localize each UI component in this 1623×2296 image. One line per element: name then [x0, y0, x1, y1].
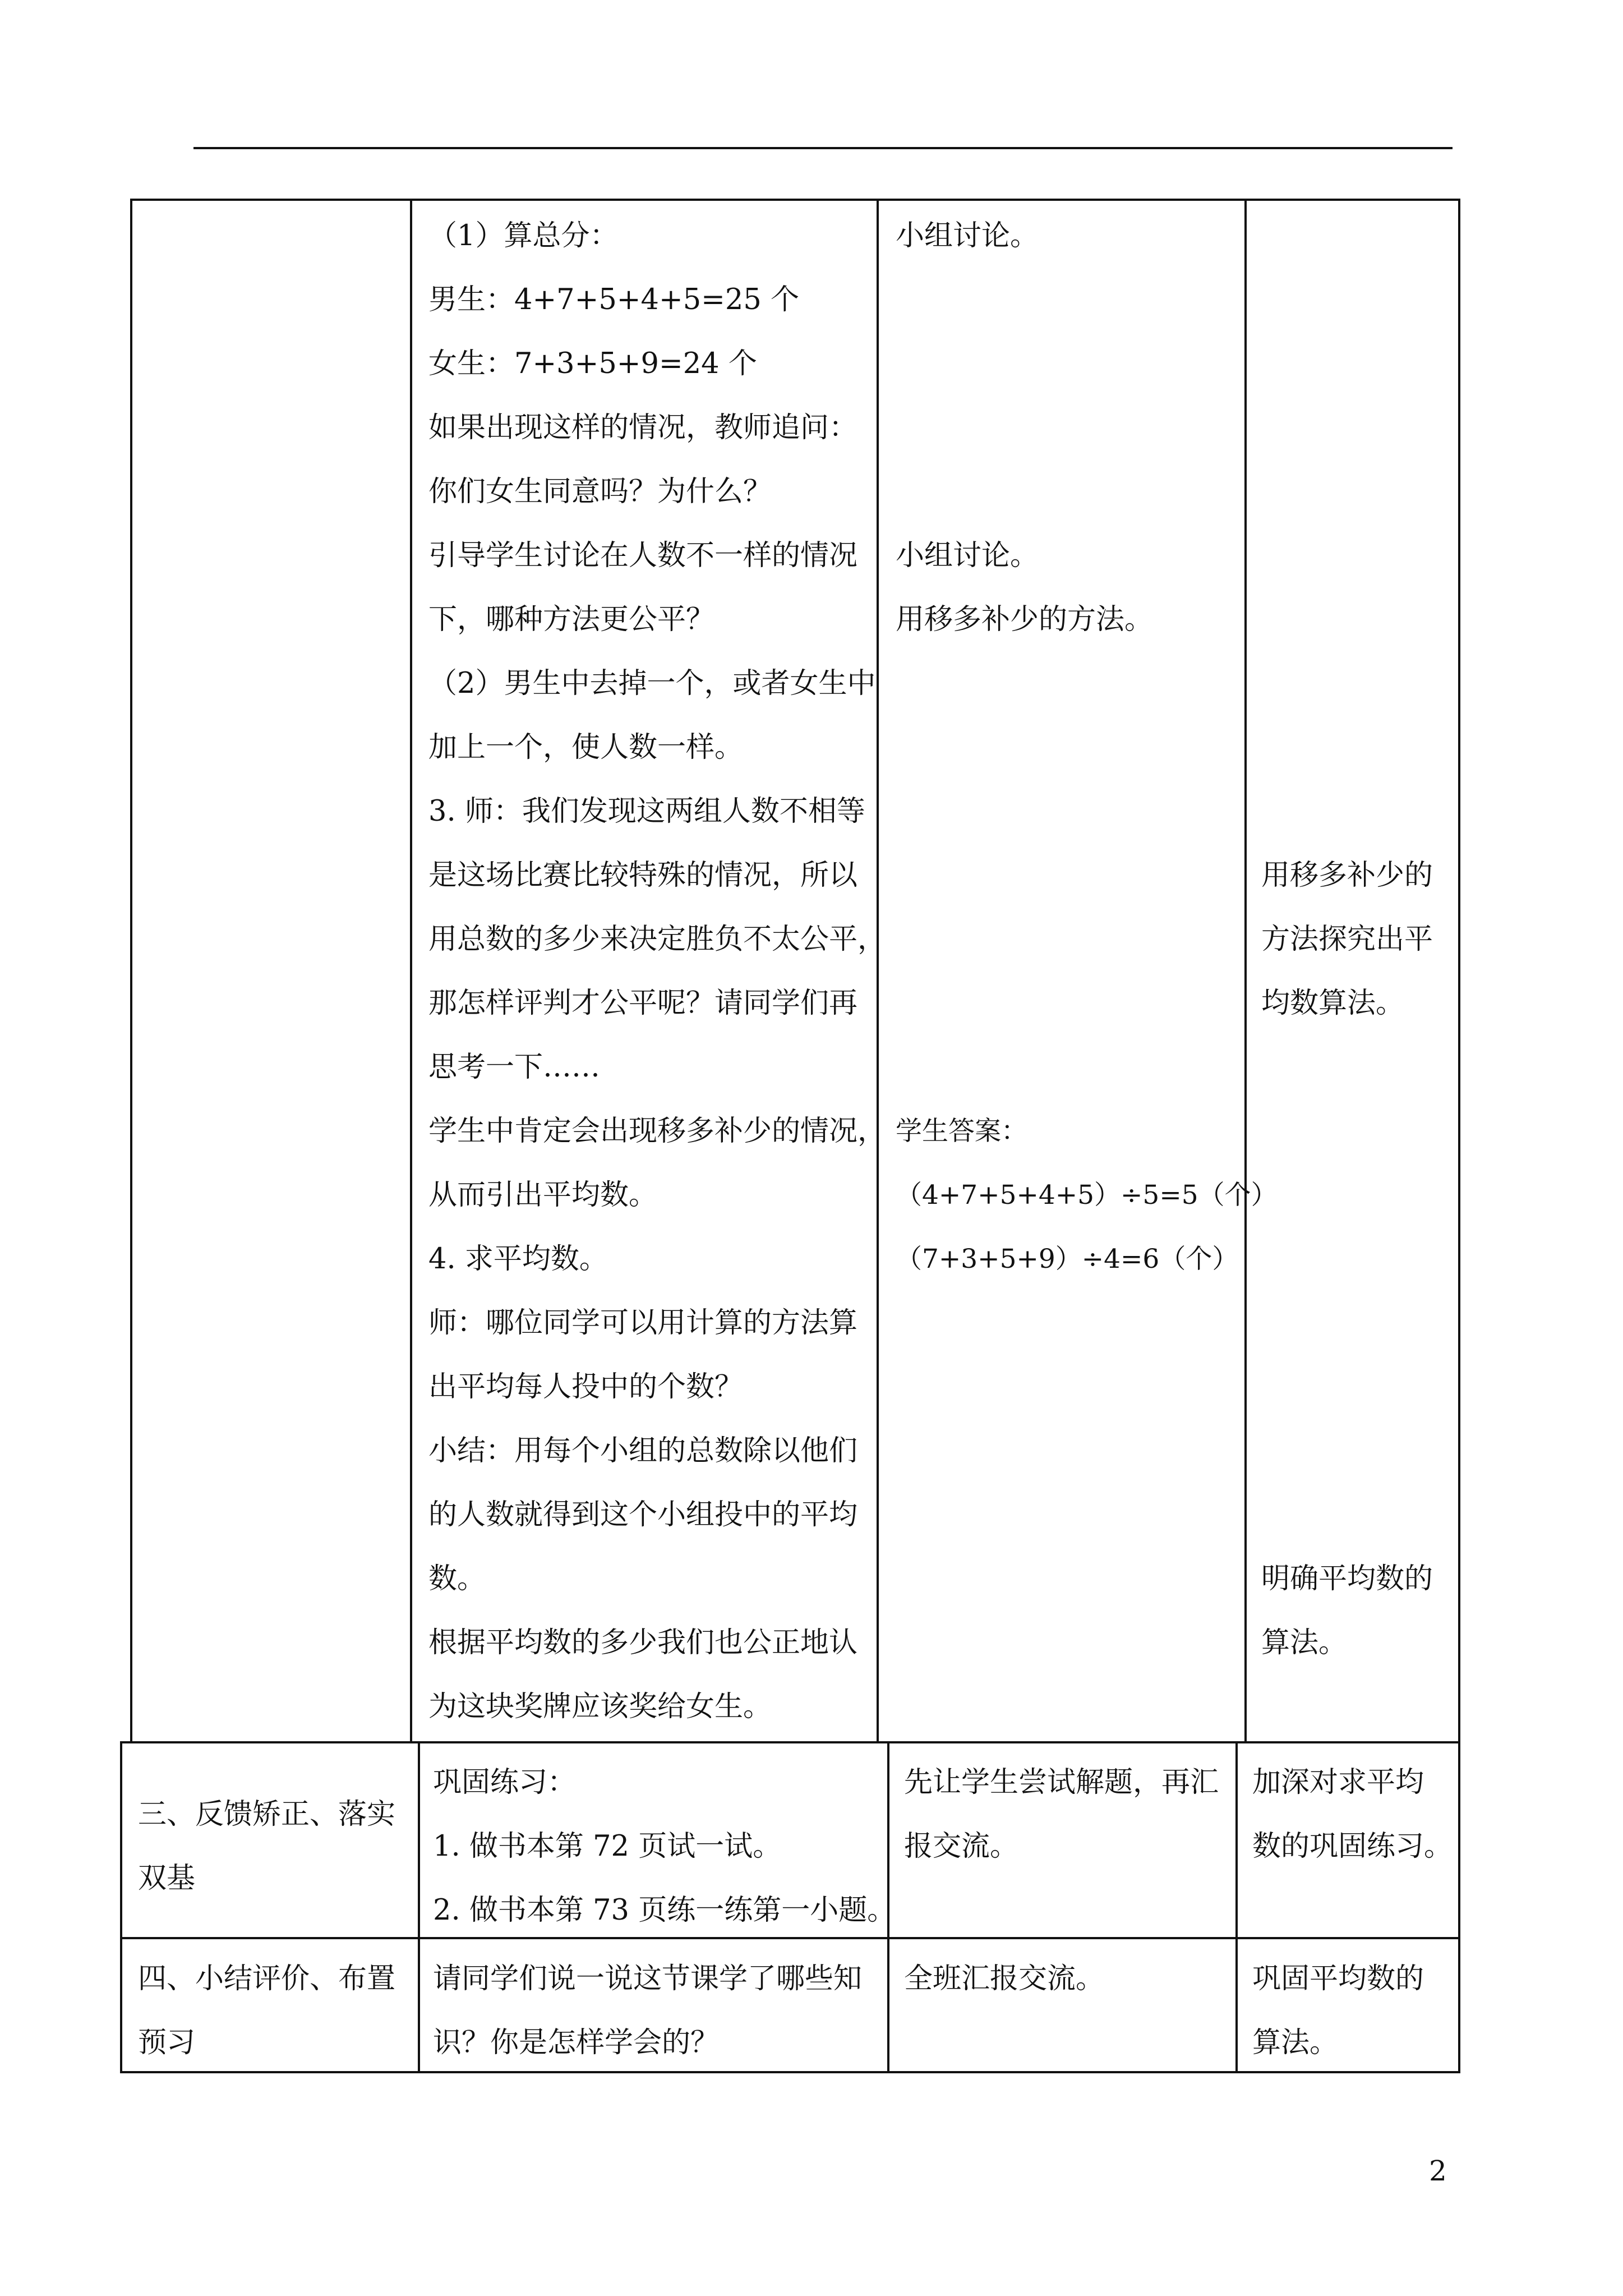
student-activity-cell-a: [896, 204, 1039, 268]
table-left-border-upper: [130, 199, 132, 1741]
student-activity-cell-b: [896, 524, 1153, 652]
teacher-activity-cell: [428, 204, 886, 1739]
page-number: 2: [1429, 2155, 1447, 2187]
text-line: 加上一个，使人数一样。: [428, 731, 744, 764]
text-line: 识？你是怎样学会的？: [433, 2026, 720, 2059]
text-line: 算法。: [1261, 1626, 1348, 1659]
table-col4-divider-lower: [1235, 1741, 1238, 2073]
text-line: 小组讨论。: [896, 539, 1039, 572]
table-col2-divider-lower: [418, 1741, 420, 2073]
text-line: 1. 做书本第 72 页试一试。: [433, 1830, 782, 1863]
text-line: 小组讨论。: [896, 219, 1039, 252]
text-line: 巩固练习：: [433, 1766, 577, 1799]
header-rule: [193, 147, 1453, 149]
text-line: 根据平均数的多少我们也公正地认: [428, 1626, 858, 1659]
row3-student-cell: [904, 1751, 1219, 1879]
text-line: 从而引出平均数。: [428, 1179, 658, 1212]
table-left-border-lower: [120, 1741, 122, 2073]
text-line: 三、反馈矫正、落实: [138, 1798, 396, 1831]
text-line: 数。: [428, 1562, 486, 1595]
row4-student-cell: [904, 1947, 1104, 2011]
text-line: 均数算法。: [1261, 987, 1405, 1020]
design-intent-cell-a: [1261, 844, 1433, 1036]
text-line: 用总数的多少来决定胜负不太公平，: [428, 923, 887, 956]
text-line: 那怎样评判才公平呢？请同学们再: [428, 987, 858, 1020]
text-line: 方法探究出平: [1261, 923, 1433, 956]
text-line: 为这块奖牌应该奖给女生。: [428, 1690, 772, 1723]
text-line: 思考一下……: [428, 1051, 601, 1084]
text-line: 是这场比赛比较特殊的情况，所以: [428, 859, 858, 892]
text-line: 学生中肯定会出现移多补少的情况，: [428, 1115, 887, 1148]
text-line: 女生：7+3+5+9=24 个: [428, 347, 757, 380]
text-line: 3. 师：我们发现这两组人数不相等: [428, 795, 865, 828]
text-line: 引导学生讨论在人数不一样的情况: [428, 539, 858, 572]
row4-teacher-cell: [433, 1947, 862, 2075]
text-line: 男生：4+7+5+4+5=25 个: [428, 283, 800, 316]
text-line: 2. 做书本第 73 页练一练第一小题。: [433, 1894, 896, 1927]
row4-stage-cell: [138, 1947, 395, 2075]
text-line: 请同学们说一说这节课学了哪些知: [433, 1962, 863, 1995]
text-line: 数的巩固练习。: [1252, 1830, 1453, 1863]
table-right-border: [1458, 199, 1460, 2073]
row3-top-border: [120, 1741, 1460, 1743]
text-line: 出平均每人投中的个数？: [428, 1370, 744, 1404]
student-activity-cell-c: [896, 1099, 1278, 1291]
text-line: （7+3+5+9）÷4=6（个）: [896, 1244, 1239, 1274]
text-line: 用移多补少的方法。: [896, 603, 1154, 636]
text-line: 如果出现这样的情况，教师追问：: [428, 411, 858, 444]
text-line: 报交流。: [904, 1830, 1019, 1863]
text-line: 下，哪种方法更公平？: [428, 603, 715, 636]
text-line: 4. 求平均数。: [428, 1243, 608, 1276]
table-col2-divider-upper: [410, 199, 412, 1741]
text-line: 加深对求平均: [1252, 1766, 1424, 1799]
text-line: 算法。: [1252, 2026, 1339, 2059]
text-line: （1）算总分：: [428, 219, 619, 252]
text-line: 用移多补少的: [1261, 859, 1433, 892]
text-line: 巩固平均数的: [1252, 1962, 1424, 1995]
row3-intent-cell: [1252, 1751, 1453, 1879]
text-line: （4+7+5+4+5）÷5=5（个）: [896, 1180, 1278, 1211]
text-line: （2）男生中去掉一个，或者女生中: [428, 667, 876, 700]
table-col4-divider-upper: [1244, 199, 1247, 1741]
table-top-border: [130, 199, 1460, 201]
text-line: 预习: [138, 2026, 196, 2059]
text-line: 明确平均数的: [1261, 1562, 1433, 1595]
text-line: 你们女生同意吗？为什么？: [428, 475, 772, 508]
row3-teacher-cell: [433, 1751, 896, 1943]
text-line: 先让学生尝试解题，再汇: [904, 1766, 1219, 1799]
design-intent-cell-b: [1261, 1547, 1433, 1675]
text-line: 全班汇报交流。: [904, 1962, 1105, 1995]
row3-stage-cell: [138, 1783, 395, 1911]
text-line: 师：哪位同学可以用计算的方法算: [428, 1306, 858, 1340]
text-line: 的人数就得到这个小组投中的平均: [428, 1498, 858, 1531]
text-line: 小结：用每个小组的总数除以他们: [428, 1434, 858, 1467]
row4-intent-cell: [1252, 1947, 1424, 2075]
text-line: 学生答案：: [896, 1116, 1027, 1147]
text-line: 四、小结评价、布置: [138, 1962, 396, 1995]
text-line: 双基: [138, 1862, 196, 1895]
